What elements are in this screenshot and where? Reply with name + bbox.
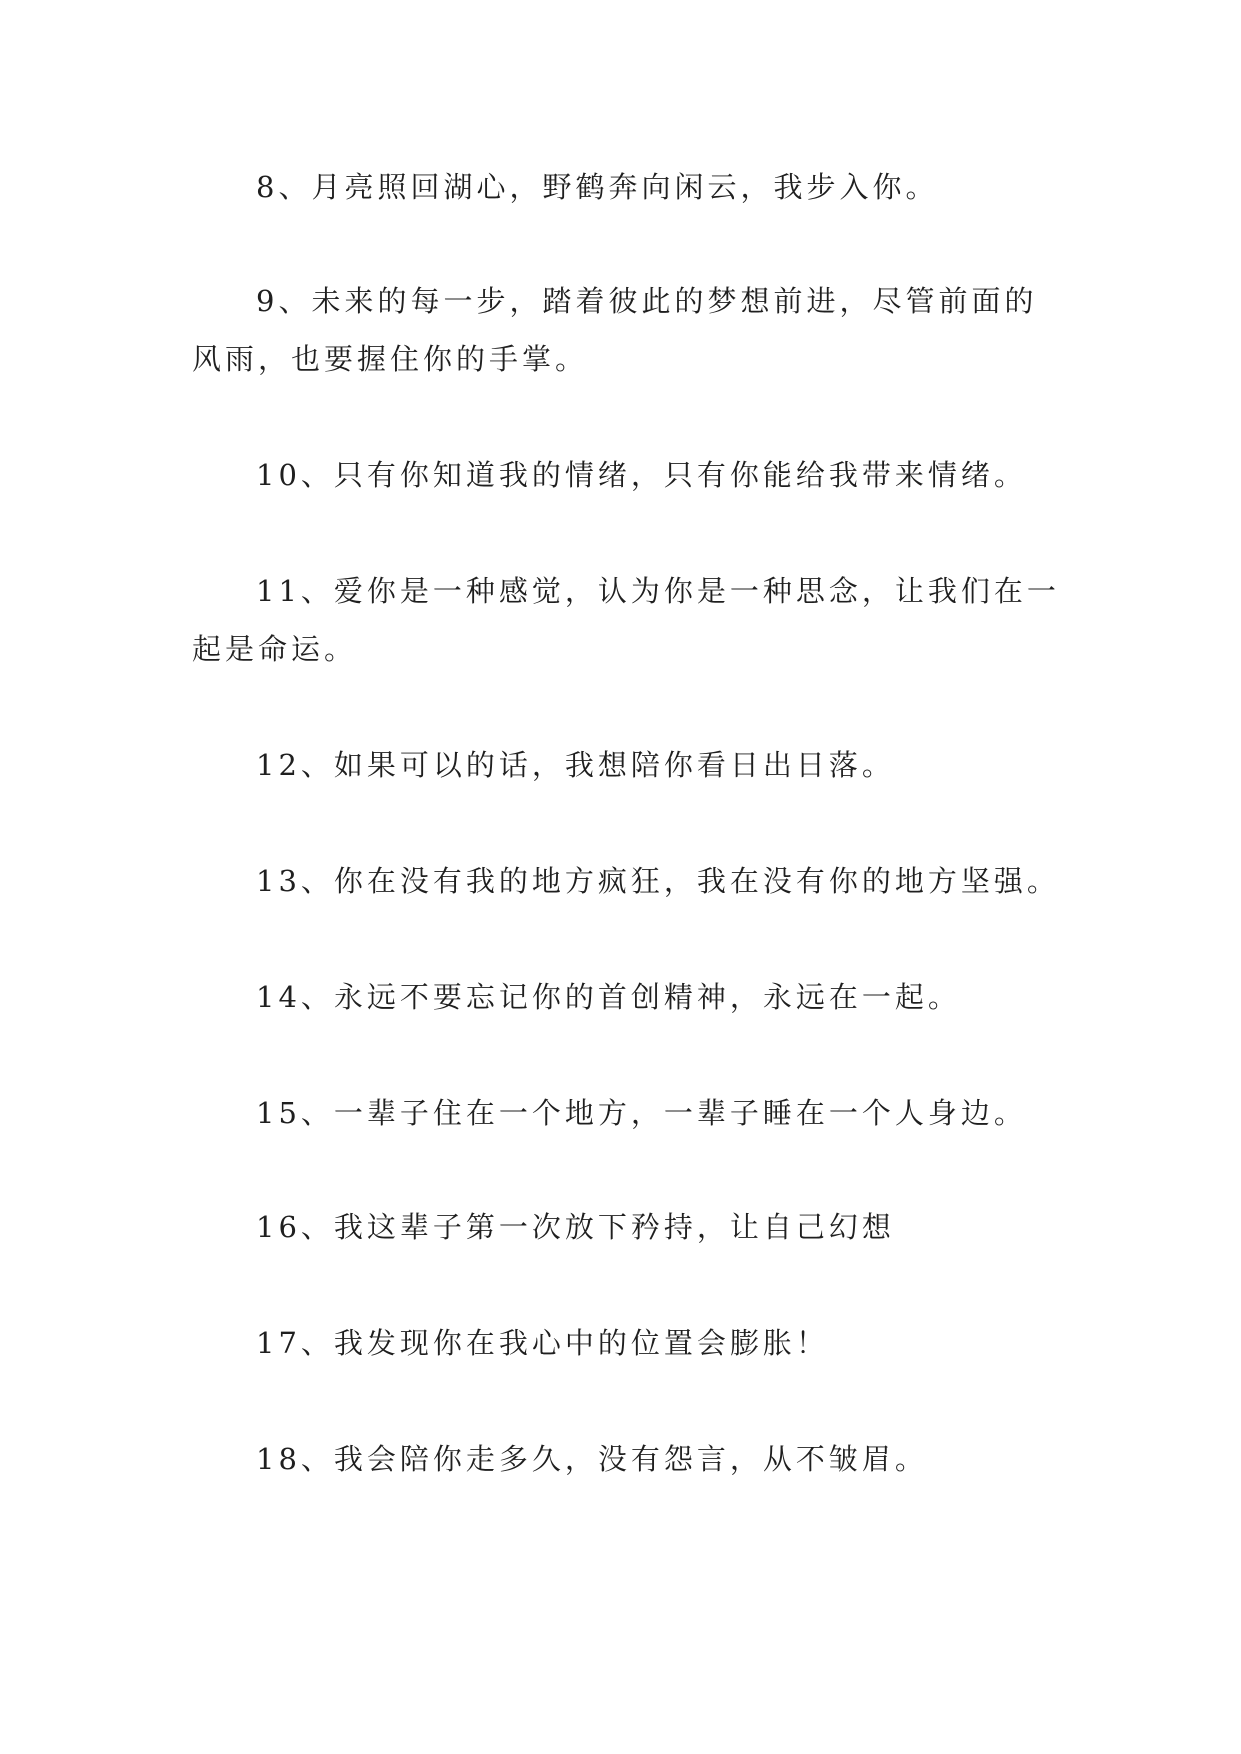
paragraph-12: 12、如果可以的话，我想陪你看日出日落。 [256,748,895,782]
paragraph-14: 14、永远不要忘记你的首创精神，永远在一起。 [256,980,961,1014]
paragraph-18: 18、我会陪你走多久，没有怨言，从不皱眉。 [256,1442,928,1476]
paragraph-17: 17、我发现你在我心中的位置会膨胀！ [256,1326,829,1360]
paragraph-13: 13、你在没有我的地方疯狂，我在没有你的地方坚强。 [256,864,1060,898]
paragraph-15: 15、一辈子住在一个地方，一辈子睡在一个人身边。 [256,1096,1027,1130]
paragraph-9: 9、未来的每一步，踏着彼此的梦想前进，尽管前面的风雨，也要握住你的手掌。 [192,284,1038,376]
paragraph-10: 10、只有你知道我的情绪，只有你能给我带来情绪。 [256,458,1027,492]
paragraph-11: 11、爱你是一种感觉，认为你是一种思念，让我们在一起是命运。 [192,574,1060,666]
paragraph-8: 8、月亮照回湖心，野鹤奔向闲云，我步入你。 [256,170,939,204]
paragraph-16: 16、我这辈子第一次放下矜持，让自己幻想 [256,1210,895,1244]
